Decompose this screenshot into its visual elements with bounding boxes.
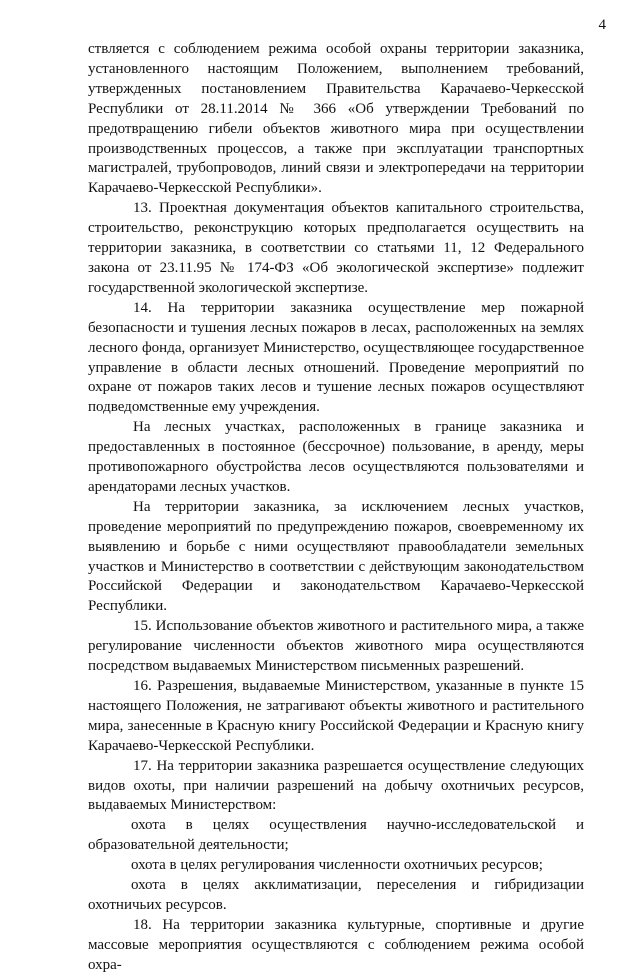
page-number: 4 — [598, 17, 606, 33]
paragraph-item-17: 17. На территории заказника разрешается осуществление следующих видов охоты, при наличии разрешений на добычу охотничьих ресурсов, выдаваемых Министерством: — [88, 757, 584, 814]
paragraph-item-13: 13. Проектная документация объектов капитального строительства, строительство, реконструкцию которых предполагается осуществить на территории заказника, в соответствии со статьями 11, 12 Федерального закона от 23.11.95 № 174-ФЗ «Об экологической экспертизе» подлежит государственной экологической экспертизе. — [88, 200, 584, 296]
paragraph-item-15: 15. Использование объектов животного и растительного мира, а также регулирование численности объектов животного мира осуществляются посредством выдаваемых Министерством письменных разрешений. — [88, 618, 584, 675]
paragraph-continuation: ствляется с соблюдением режима особой охраны территории заказника, установленного настоящим Положением, выполнением требований, утвержденных постановлением Правительства Карачаево-Черкесской Республики от 28.11.2014 № 366 «Об утверждении Требований по предотвращению гибели объектов животного мира при осуществлении производственных процессов, а также при эксплуатации транспортных магистралей, трубопроводов, линий связи и электропередачи на территории Карачаево-Черкесской Республики». — [88, 41, 584, 197]
paragraph-forest-plots: На лесных участках, расположенных в границе заказника и предоставленных в постоянное (бессрочное) пользование, в аренду, меры противопожарного обустройства лесов осуществляются пользователями и арендаторами лесных участков. — [88, 419, 584, 495]
paragraph-item-14: 14. На территории заказника осуществление мер пожарной безопасности и тушения лесных пожаров в лесах, расположенных на землях лесного фонда, организует Министерство, осуществляющее государственное управление в области лесных отношений. Проведение мероприятий по охране от пожаров таких лесов и тушение лесных пожаров осуществляют подведомственные ему учреждения. — [88, 299, 584, 416]
hunting-type-regulation: охота в целях регулирования численности охотничьих ресурсов; — [131, 857, 543, 874]
document-body — [88, 40, 584, 976]
paragraph-item-16: 16. Разрешения, выдаваемые Министерством, указанные в пункте 15 настоящего Положения, не затрагивают объекты животного и растительного мира, занесенные в Красную книгу Российской Федерации и Красную книгу Карачаево-Черкесской Республики. — [88, 678, 584, 754]
hunting-type-acclimatization: охота в целях акклиматизации, переселения и гибридизации охотничьих ресурсов. — [88, 877, 584, 913]
paragraph-fire-prevention: На территории заказника, за исключением лесных участков, проведение мероприятий по предупреждению пожаров, своевременному их выявлению и борьбе с ними осуществляют правообладатели земельных участков и Министерство в соответствии с действующим законодательством Российской Федерации и законодательством Карачаево-Черкесской Республики. — [88, 498, 584, 615]
hunting-type-research: охота в целях осуществления научно-исследовательской и образовательной деятельности; — [88, 817, 584, 854]
paragraph-item-18: 18. На территории заказника культурные, спортивные и другие массовые мероприятия осуществляются с соблюдением режима особой охра- — [88, 916, 584, 973]
